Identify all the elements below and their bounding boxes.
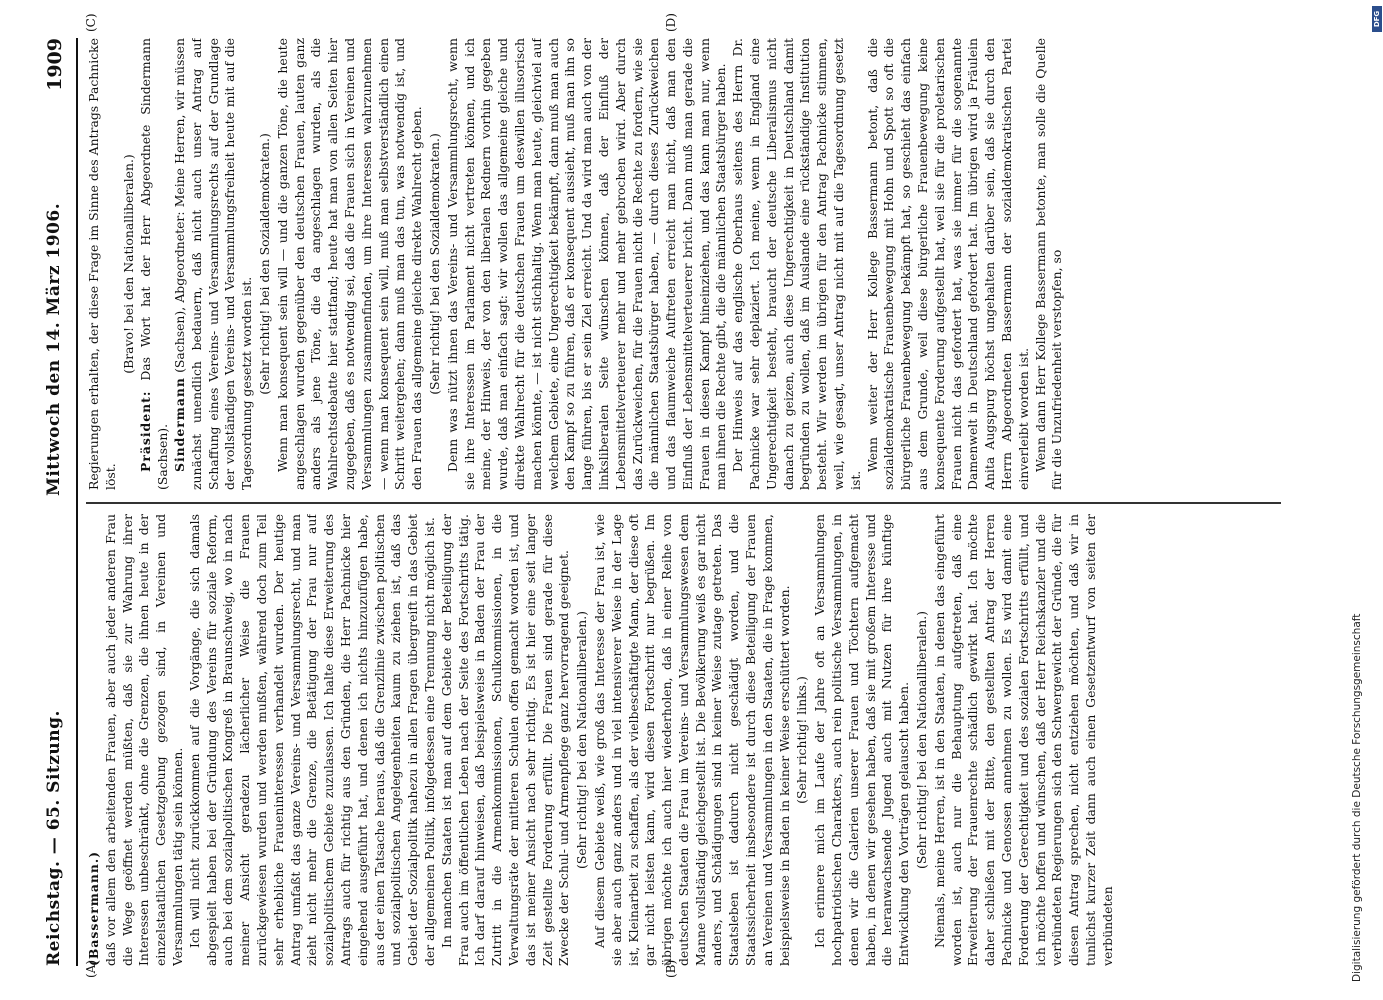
paragraph: Ich will nicht zurückkommen auf die Vorgänge, die sich damals abgespielt haben bei der Gründung des Vereins für soziale Reform, auch bei dem sozialpolitischen Kongreß in Braunschweig, wo in nach meiner Ansicht geradezu lächerlicher Weise die Frauen zurückgewiesen wurden und werden mußten, während doch zum Teil sehr erhebliche Fraueninteressen verhandelt wurden. Der heutige Antrag umfaßt das ganze Vereins- und Versammlungsrecht, und man zieht nicht mehr die Grenze, die Betätigung der Frau nur auf sozialpolitischem Gebiete zuzulassen. Ich halte diese Erweiterung des Antrags auch für richtig aus den Gründen, die Herr Pachnicke hier eingehend ausgeführt hat, und denen ich nichts hinzuzufügen habe, aus der einen Tatsache heraus, daß die Grenzlinie zwischen politischen und sozialpolitischen Angelegenheiten kaum zu ziehen ist, daß das Gebiet der Sozialpolitik nahezu in allen Fragen übergreift in das Gebiet der allgemeinen Politik, infolgedessen eine Trennung nicht möglich ist. (186, 514, 437, 966)
paragraph: Denn was nützt ihnen das Vereins- und Versammlungsrecht, wenn sie ihre Interessen im Parlament nicht vertreten können, und ich meine, der Hinweis, der von den liberalen Rednern vorhin gegeben wurde, daß man einfach sagt: wir wollen das allgemeine gleiche und direkte Wahlrecht für die deutschen Frauen um deswillen illusorisch machen könnte, — ist nicht stichhaltig. Wenn man heute, gleichviel auf welchem Gebiete, eine Ungerechtigkeit bekämpft, dann muß man auch den Kampf so zu führen, daß er konsequent aussieht, muß man ihn so lange führen, bis er sein Ziel erreicht. Und da wird man auch von der linksliberalen Seite wünschen können, daß der Einfluß der Lebensmittelverteuerer mehr und mehr gebrochen wird. Aber durch das Zurückweichen, für die Frauen nicht die Rechte zu fordern, wie sie die männlichen Staatsbürger haben, — durch dieses Zurückweichen und das flaumweiche Auftreten erreicht man nicht, daß man den Einfluß der Lebensmittelverteuerer bricht. Dann muß man gerade die Frauen in diesen Kampf hineinziehen, und das kann man nur, wenn man ihnen die Rechte gibt, die die männlichen Staatsbürger haben. (444, 38, 729, 490)
interjection: (Sehr richtig! links.) (794, 676, 810, 804)
speaker-label: (Bassermann.) (86, 850, 101, 966)
interjection: (Sehr richtig! bei den Sozialdemokraten.) (256, 133, 272, 395)
paragraph-text: (Sachsen), Abgeordneter: Meine Herren, wir müssen zunächst unendlich bedauern, daß nicht auch unser Antrag auf Schaffung eines Vereins- und Versammlungsrechts auf der Grundlage der vollständigen Vereins- und Versammlungsfreiheit heute mit auf die Tagesordnung gesetzt worden ist. (171, 38, 255, 490)
paragraph: Wenn man konsequent sein will — und die ganzen Töne, die heute angeschlagen wurden gegenüber den deutschen Frauen, lauten ganz anders als jene Töne, die da angeschlagen wurden, als die Wahlrechtsdebatte hier stattfand; heute hat man von allen Seiten hier zugegeben, daß es notwendig sei, daß die Frauen sich in Vereinen und Versammlungen zusammenfinden, um ihre Interessen wahrzunehmen — wenn man konsequent sein will, muß man selbstverständlich einen Schritt weitergehen; dann muß man das tun, was notwendig ist, und den Frauen das allgemeine gleiche direkte Wahlrecht geben. (274, 38, 425, 490)
interjection: (Bravo! bei den Nationalliberalen.) (120, 154, 136, 374)
paragraph-text: Das Wort hat der Herr Abgeordnete Sindermann (Sachsen). (138, 38, 171, 490)
paragraph: Regierungen erhalten, der diese Frage im Sinne des Antrags Pachnicke löst. (86, 38, 118, 490)
header-rule (76, 38, 78, 966)
margin-marker-a: (A) (84, 959, 98, 978)
digitization-note (1345, 2, 1373, 998)
paragraph (138, 38, 172, 490)
margin-marker-c: (C) (84, 13, 98, 32)
interjection: (Sehr richtig! bei den Sozialdemokraten.) (426, 133, 442, 395)
margin-marker-d: (D) (664, 13, 678, 32)
paragraph: Wenn dann Herr Kollege Bassermann betonte, man solle die Quelle für die Unzufriedenheit verstopfen, so (1032, 38, 1065, 490)
right-column (86, 38, 1281, 490)
header-session: Reichstag. — 65. Sitzung. (44, 710, 64, 966)
paragraph: Niemals, meine Herren, ist in den Staaten, in denen das eingeführt worden ist, auch nur die Behauptung aufgetreten, daß eine Erweiterung der Frauenrechte schädlich gewirkt hat. Ich möchte daher schließen mit der Bitte, den gestellten Antrag der Herren Pachnicke und Genossen annehmen zu wollen. Es wird damit eine Forderung der Gerechtigkeit und des sozialen Fortschritts erfüllt, und ich möchte hoffen und wünschen, daß der Herr Reichskanzler und die verbündeten Regierungen sich den Schwergewicht der Gründe, die für diesen Antrag sprechen, nicht entziehen möchten, und daß wir in tunlichst kurzer Zeit dann auch einen Gesetzentwurf von seiten der verbündeten (931, 514, 1115, 966)
paragraph: In manchen Staaten ist man auf dem Gebiete der Beteiligung der Frau auch im öffentlichen Leben nach der Seite des Fortschritts tätig. Ich darf darauf hinweisen, daß beispielsweise in Baden der Frau der Zutritt in die Armenkommissionen, Schulkommissionen, in die Verwaltungsräte der mittleren Schulen offen gemacht worden ist, und das ist meiner Ansicht nach sehr richtig. Es ist hier eine seit langer Zeit gestellte Forderung erfüllt. Die Frauen sind gerade für diese Zwecke der Schul- und Armenpflege ganz hervorragend geeignet. (438, 514, 572, 966)
paragraph: daß vor allem den arbeitenden Frauen, aber auch jeder anderen Frau die Wege geöffnet werden müßten, daß sie zur Wahrung ihrer Interessen unbeschränkt, ohne die Grenzen, die ihnen heute in der einzelstaatlichen Gesetzgebung gezogen sind, in Vereinen und Versammlungen tätig sein können. (102, 514, 185, 966)
paragraph: Auf diesem Gebiete weiß, wie groß das Interesse der Frau ist, wie sie aber auch ganz anders und in viel intensiverer Weise in der Lage ist, Kleinarbeit zu schaffen, als der vielbeschäftigte Mann, der diese oft gar nicht leisten kann, wird diesen Fortschritt nur begrüßen. Im übrigen möchte ich auch hier wiederholen, daß in einer Reihe von deutschen Staaten die Frau im Vereins- und Versammlungswesen dem Manne vollständig gleichgestellt ist. Die Bevölkerung weiß es gar nicht anders, und Schädigungen sind in keiner Weise zutage getreten. Das Staatsleben ist dadurch nicht geschädigt worden, und die Staatssicherheit insbesondere ist durch diese Beteiligung der Frauen an Vereinen und Versammlungen in den Staaten, die in Frage kommen, beispielsweise in Baden in keiner Weise erschüttert worden. (591, 514, 792, 966)
paragraph: Der Hinweis auf das englische Oberhaus seitens des Herrn Dr. Pachnicke war sehr deplaziert. Ich meine, wenn in England eine Ungerechtigkeit besteht, braucht der deutsche Liberalismus nicht danach zu geizen, auch diese Ungerechtigkeit in Deutschland damit begründen zu wollen, daß im Auslande eine rückständige Institution besteht. Wir werden im übrigen für den Antrag Pachnicke stimmen, weil, wie gesagt, unser Antrag nicht mit auf die Tagesordnung gesetzt ist. (730, 38, 863, 490)
left-column (86, 514, 1281, 966)
header-date: Mittwoch den 14. März 1906. (44, 202, 64, 496)
interjection: (Sehr richtig! bei den Nationalliberalen.) (574, 611, 590, 869)
speaker-label: Sindermann (171, 377, 187, 472)
column-divider (86, 503, 1281, 505)
speaker-label: Präsident: (138, 390, 154, 472)
margin-marker-b: (B) (664, 959, 678, 978)
interjection: (Sehr richtig! bei den Nationalliberalen.) (914, 611, 930, 869)
page-number: 1909 (44, 38, 66, 91)
paragraph (172, 38, 256, 490)
page-header (40, 38, 70, 966)
paragraph: Wenn weiter der Herr Kollege Bassermann betont, daß die sozialdemokratische Frauenbewegung mit Hohn und Spott so oft die bürgerliche Frauenbewegung bekämpft hat, so geschieht das einfach aus dem Grunde, weil diese bürgerliche Frauenbewegung keine konsequente Forderung aufgestellt hat, weil sie für die proletarischen Frauen nicht das gefordert hat, was sie immer für die sogenannte Damenwelt in Deutschland gefordert hat. Im übrigen wird ja Fräulein Anita Augspurg höchst ungehalten darüber sein, daß sie durch den Herrn Abgeordneten Bassermann der sozialdemokratischen Partei einverleibt worden ist. (864, 38, 1031, 490)
dfg-logo (1372, 6, 1382, 32)
paragraph: Ich erinnere mich im Laufe der Jahre oft an Versammlungen hochpatriotischen Charakters, auch rein politische Versammlungen, in denen wir die Galerien unserer Frauen und Töchtern aufgemacht haben, in denen wir gesehen haben, daß sie mit großem Interesse und die heranwachsende Jugend auch mit Nutzen für ihre künftige Entwicklung den Vorträgen gelauscht haben. (812, 514, 912, 966)
dfg-logo-text: DFG (1373, 10, 1381, 28)
digitization-text: Digitalisierung gefördert durch die Deutsche Forschungsgemeinschaft (1351, 613, 1363, 982)
